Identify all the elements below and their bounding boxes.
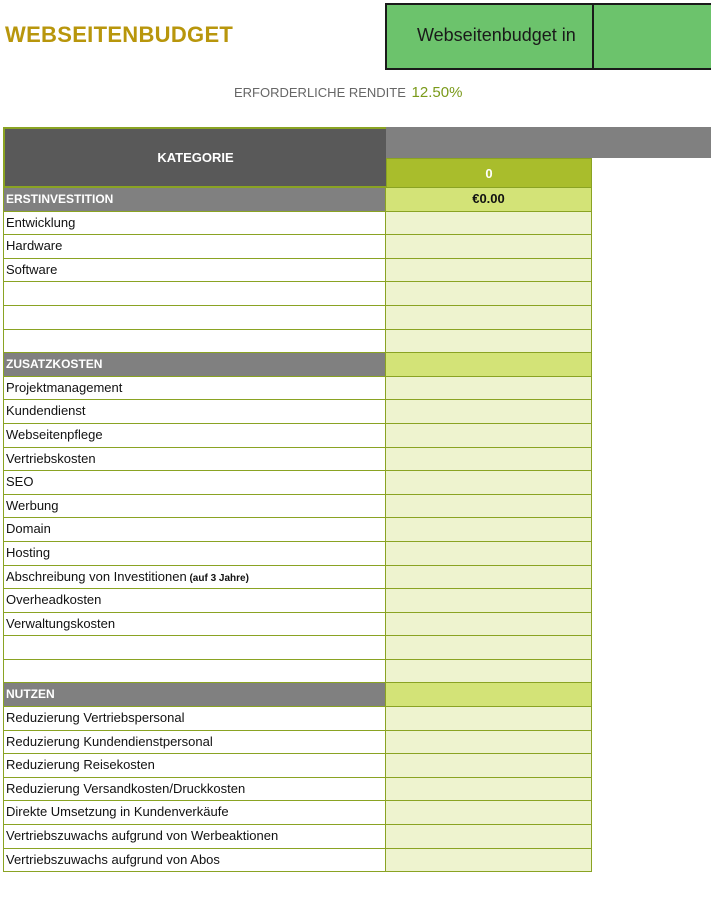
table-row bbox=[3, 235, 592, 259]
page-title: WEBSEITENBUDGET bbox=[5, 22, 234, 47]
row-label[interactable] bbox=[3, 636, 386, 660]
row-value-cell[interactable] bbox=[386, 636, 592, 660]
row-value-cell[interactable] bbox=[386, 707, 592, 731]
section-row-erstinvestition bbox=[3, 188, 592, 212]
table-row bbox=[3, 400, 592, 424]
row-label[interactable]: Direkte Umsetzung in Kundenverkäufe bbox=[3, 801, 386, 825]
table-row bbox=[3, 542, 592, 566]
row-label[interactable]: Domain bbox=[3, 518, 386, 542]
table-row bbox=[3, 778, 592, 802]
row-value-cell[interactable] bbox=[386, 778, 592, 802]
row-label[interactable]: Verwaltungskosten bbox=[3, 613, 386, 637]
section-total[interactable] bbox=[386, 353, 592, 377]
required-return-value[interactable]: 12.50% bbox=[411, 84, 463, 101]
table-row bbox=[3, 282, 592, 306]
header-box-text: Webseitenbudget in bbox=[417, 25, 576, 45]
section-total[interactable] bbox=[386, 683, 592, 707]
section-label: ERSTINVESTITION bbox=[3, 188, 386, 212]
row-value-cell[interactable] bbox=[386, 518, 592, 542]
row-value-cell[interactable] bbox=[386, 377, 592, 401]
section-label: ZUSATZKOSTEN bbox=[3, 353, 386, 377]
row-label[interactable]: Reduzierung Kundendienstpersonal bbox=[3, 731, 386, 755]
table-row bbox=[3, 495, 592, 519]
table-row bbox=[3, 849, 592, 873]
row-value-cell[interactable] bbox=[386, 801, 592, 825]
row-value-cell[interactable] bbox=[386, 235, 592, 259]
table-row bbox=[3, 754, 592, 778]
row-value-cell[interactable] bbox=[386, 259, 592, 283]
row-value-cell[interactable] bbox=[386, 731, 592, 755]
table-row bbox=[3, 448, 592, 472]
section-total[interactable]: €0.00 bbox=[386, 188, 592, 212]
row-label[interactable]: Vertriebskosten bbox=[3, 448, 386, 472]
row-label[interactable]: Werbung bbox=[3, 495, 386, 519]
row-label[interactable]: SEO bbox=[3, 471, 386, 495]
year-header: 0 bbox=[386, 158, 592, 188]
row-value-cell[interactable] bbox=[386, 400, 592, 424]
table-row bbox=[3, 471, 592, 495]
row-value-cell[interactable] bbox=[386, 589, 592, 613]
row-label[interactable] bbox=[3, 330, 386, 354]
row-value-cell[interactable] bbox=[386, 330, 592, 354]
row-value-cell[interactable] bbox=[386, 566, 592, 590]
row-label[interactable]: Entwicklung bbox=[3, 212, 386, 236]
table-row bbox=[3, 566, 592, 590]
section-row-nutzen bbox=[3, 683, 592, 707]
required-return bbox=[234, 84, 462, 101]
row-label[interactable] bbox=[3, 282, 386, 306]
table-row bbox=[3, 731, 592, 755]
row-label[interactable]: Projektmanagement bbox=[3, 377, 386, 401]
category-header: KATEGORIE bbox=[3, 127, 386, 188]
row-value-cell[interactable] bbox=[386, 495, 592, 519]
row-label[interactable]: Webseitenpflege bbox=[3, 424, 386, 448]
table-row bbox=[3, 424, 592, 448]
row-value-cell[interactable] bbox=[386, 212, 592, 236]
table-header bbox=[3, 127, 592, 188]
table-row bbox=[3, 801, 592, 825]
row-value-cell[interactable] bbox=[386, 471, 592, 495]
budget-header-box bbox=[385, 3, 711, 70]
section-label: NUTZEN bbox=[3, 683, 386, 707]
row-label[interactable]: Reduzierung Reisekosten bbox=[3, 754, 386, 778]
row-value-cell[interactable] bbox=[386, 613, 592, 637]
row-label[interactable]: Vertriebszuwachs aufgrund von Werbeaktionen bbox=[3, 825, 386, 849]
row-label[interactable]: Hosting bbox=[3, 542, 386, 566]
row-label[interactable] bbox=[3, 660, 386, 684]
row-value-cell[interactable] bbox=[386, 754, 592, 778]
table-row bbox=[3, 660, 592, 684]
required-return-label: ERFORDERLICHE RENDITE bbox=[234, 85, 406, 100]
row-label[interactable] bbox=[3, 306, 386, 330]
table-row bbox=[3, 518, 592, 542]
row-label[interactable]: Reduzierung Versandkosten/Druckkosten bbox=[3, 778, 386, 802]
row-value-cell[interactable] bbox=[386, 825, 592, 849]
table-row bbox=[3, 306, 592, 330]
section-row-zusatzkosten bbox=[3, 353, 592, 377]
row-label[interactable]: Reduzierung Vertriebspersonal bbox=[3, 707, 386, 731]
row-value-cell[interactable] bbox=[386, 660, 592, 684]
header-gray-bar bbox=[386, 127, 711, 158]
table-row bbox=[3, 589, 592, 613]
row-value-cell[interactable] bbox=[386, 849, 592, 873]
table-row bbox=[3, 212, 592, 236]
row-note: (auf 3 Jahre) bbox=[186, 572, 249, 584]
table-row bbox=[3, 636, 592, 660]
table-body bbox=[3, 188, 592, 872]
row-label[interactable]: Vertriebszuwachs aufgrund von Abos bbox=[3, 849, 386, 873]
row-label[interactable]: Software bbox=[3, 259, 386, 283]
table-row bbox=[3, 377, 592, 401]
table-row bbox=[3, 613, 592, 637]
table-row bbox=[3, 330, 592, 354]
row-value-cell[interactable] bbox=[386, 424, 592, 448]
table-row bbox=[3, 259, 592, 283]
row-value-cell[interactable] bbox=[386, 306, 592, 330]
table-row bbox=[3, 707, 592, 731]
row-label[interactable]: Kundendienst bbox=[3, 400, 386, 424]
header-box-divider bbox=[592, 5, 594, 70]
row-value-cell[interactable] bbox=[386, 542, 592, 566]
table-row bbox=[3, 825, 592, 849]
row-label[interactable]: Abschreibung von Investitionen (auf 3 Jahre) bbox=[3, 566, 386, 590]
budget-table bbox=[3, 127, 592, 872]
row-value-cell[interactable] bbox=[386, 448, 592, 472]
row-label[interactable]: Hardware bbox=[3, 235, 386, 259]
row-label[interactable]: Overheadkosten bbox=[3, 589, 386, 613]
row-value-cell[interactable] bbox=[386, 282, 592, 306]
